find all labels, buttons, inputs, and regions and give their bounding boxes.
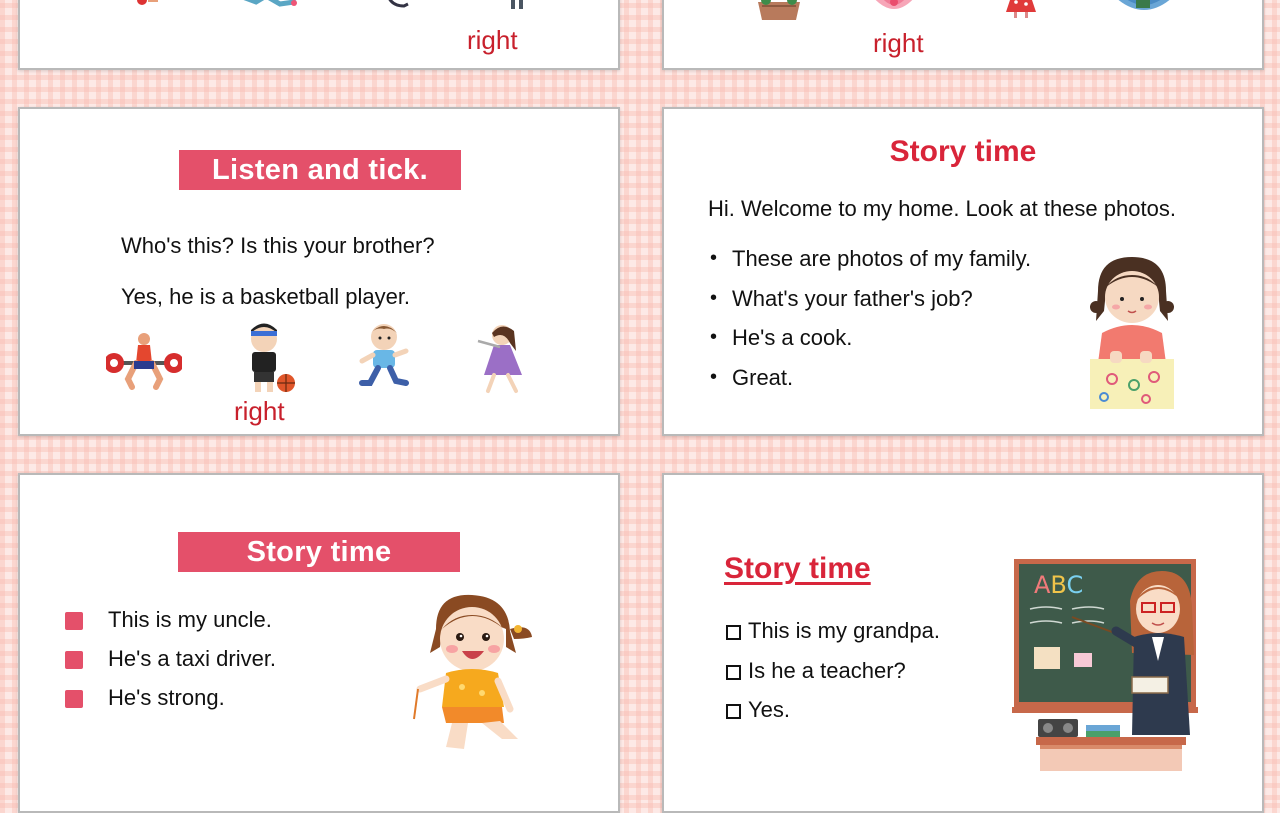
answer-right-label: right	[234, 396, 285, 426]
answer-text: Yes, he is a basketball player.	[121, 284, 411, 309]
weightlifter-image	[106, 329, 182, 391]
slide-top-right	[662, 0, 1264, 70]
bullet-text: Great.	[732, 365, 794, 390]
runner-image-partial	[236, 0, 300, 10]
weightlifter-image-partial	[120, 0, 170, 10]
story-banner: Story time	[178, 532, 460, 572]
story-title: Story time	[724, 552, 871, 585]
bullet-square	[65, 690, 83, 708]
story-item-text: This is my uncle.	[108, 607, 272, 632]
slide-top-left	[18, 0, 620, 70]
flowerpot-image-partial	[756, 0, 802, 22]
dress-image-partial	[1004, 0, 1038, 18]
bullet-text: These are photos of my family.	[732, 246, 1032, 271]
globe-image-partial	[1104, 0, 1184, 22]
answer-right-label: right	[873, 28, 924, 58]
slide-story-time-3	[662, 473, 1264, 813]
checkbox-icon[interactable]	[726, 625, 741, 640]
checkbox-icon[interactable]	[726, 665, 741, 680]
person-image-partial	[506, 0, 528, 10]
question-text: Who's this? Is this your brother?	[121, 233, 435, 258]
girl-drawing-image	[1088, 251, 1178, 411]
running-boy-image	[356, 321, 414, 393]
listen-banner: Listen and tick.	[179, 150, 461, 190]
slide-listen-and-tick	[18, 107, 620, 436]
story-item-text: This is my grandpa.	[748, 618, 940, 643]
story-title: Story time	[889, 135, 1037, 168]
slide-story-time-2	[18, 473, 620, 813]
basketball-player-image	[242, 321, 298, 395]
shoe-image-partial	[386, 0, 410, 10]
slide-story-time-1	[662, 107, 1264, 436]
intro-text: Hi. Welcome to my home. Look at these photos.	[708, 196, 1176, 221]
checkbox-icon[interactable]	[726, 704, 741, 719]
laughing-girl-image	[406, 589, 536, 759]
flute-girl-image	[474, 321, 530, 395]
bullet-dot: •	[710, 247, 718, 269]
bullet-dot: •	[710, 326, 718, 348]
bullet-square	[65, 612, 83, 630]
story-item-text: He's strong.	[108, 685, 225, 710]
teacher-chalkboard-image	[1012, 557, 1202, 773]
bullet-dot: •	[710, 287, 718, 309]
bullet-square	[65, 651, 83, 669]
bullet-dot: •	[710, 366, 718, 388]
bullet-text: What's your father's job?	[732, 286, 973, 311]
story-item-text: He's a taxi driver.	[108, 646, 277, 671]
story-item-text: Yes.	[748, 697, 791, 722]
cake-image-partial	[868, 0, 920, 22]
bullet-text: He's a cook.	[732, 325, 853, 350]
board-letters: ABC	[1034, 571, 1084, 599]
story-item-text: Is he a teacher?	[748, 658, 906, 683]
answer-right-label: right	[467, 25, 518, 55]
